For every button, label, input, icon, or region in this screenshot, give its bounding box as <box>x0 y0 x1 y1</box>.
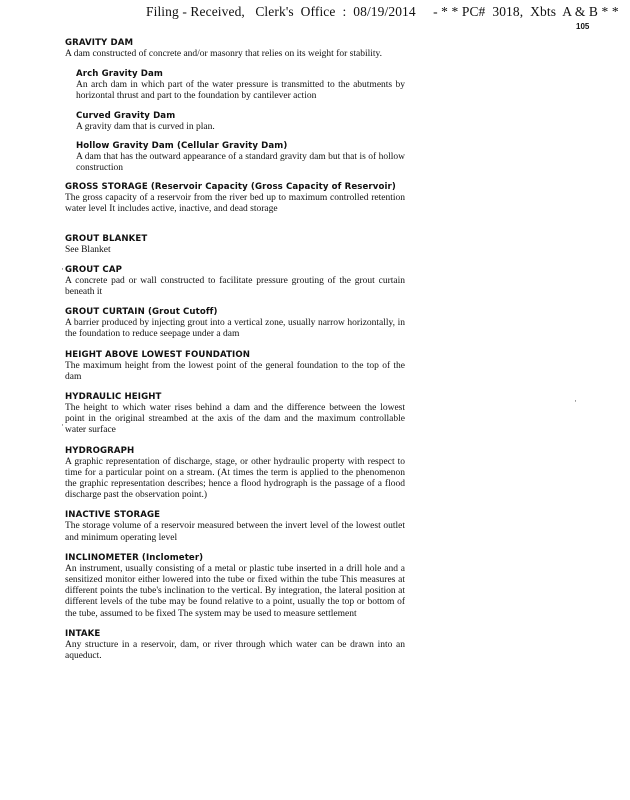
scan-speck: · <box>61 420 64 430</box>
glossary-entry <box>65 307 405 340</box>
filing-stamp-header: Filing - Received, Clerk's Office : 08/19/2014 - * * PC# 3018, Xbts A & B * * <box>146 4 619 19</box>
glossary-subentry <box>76 111 405 133</box>
entry-definition: A concrete pad or wall constructed to facilitate pressure grouting of the grout curtain beneath it <box>65 275 405 298</box>
scan-speck: · <box>574 396 577 406</box>
entry-definition: Any structure in a reservoir, dam, or river through which water can be drawn into an aqueduct. <box>65 639 405 662</box>
glossary-subentry <box>76 141 405 174</box>
glossary-entry <box>65 265 405 298</box>
entry-definition: The height to which water rises behind a dam and the difference between the lowest point in the original streambed at the axis of the dam and the maximum controllable water surface <box>65 403 405 436</box>
glossary-entry <box>65 446 405 502</box>
glossary-entry <box>65 553 405 620</box>
entry-term: GROUT CURTAIN (Grout Cutoff) <box>65 307 218 318</box>
glossary-content <box>65 38 405 671</box>
glossary-entry <box>65 38 405 60</box>
page-number: 105 <box>576 22 590 31</box>
entry-term: GRAVITY DAM <box>65 38 134 48</box>
entry-definition: The maximum height from the lowest point of the general foundation to the top of the dam <box>65 360 405 382</box>
glossary-entry <box>65 392 405 437</box>
entry-term: INTAKE <box>65 628 101 639</box>
entry-definition: See Blanket <box>65 244 111 255</box>
entry-definition: The gross capacity of a reservoir from the river bed up to maximum controlled retention water level It includes active, inactive, and dead storage <box>65 193 405 215</box>
entry-term: INCLINOMETER (Inclometer) <box>65 552 204 563</box>
entry-definition: A graphic representation of discharge, stage, or other hydraulic property with respect to time for a particular point on a stream. (At times the term is applied to the phenomenon the graphic representation describes; hence a flood hydrograph is the passage of a flood discharge past the observation point.) <box>65 456 405 501</box>
glossary-entry <box>65 350 405 383</box>
entry-definition: A barrier produced by injecting grout into a vertical zone, usually narrow horizontally, in the foundation to reduce seepage under a dam <box>65 318 405 340</box>
entry-term: HEIGHT ABOVE LOWEST FOUNDATION <box>65 349 251 360</box>
entry-term: INACTIVE STORAGE <box>65 510 161 521</box>
entry-definition: A gravity dam that is curved in plan. <box>76 121 215 132</box>
entry-term: Curved Gravity Dam <box>76 110 176 121</box>
glossary-entry <box>65 510 405 543</box>
entry-definition: The storage volume of a reservoir measured between the invert level of the lowest outlet and minimum operating level <box>65 521 405 543</box>
entry-definition: An instrument, usually consisting of a metal or plastic tube inserted in a drill hole and a sensitized monitor either lowered into the tube or fixed within the tube This measures at different points the tube's inclination to the vertical. By integration, the lateral position at different levels of the tube may be found relative to a point, usually the top or bottom of the tube, assumed to be fixed The system may be used to measure settlement <box>65 563 405 619</box>
glossary-subentry <box>76 69 405 102</box>
entry-term: GROSS STORAGE (Reservoir Capacity (Gross Capacity of Reservoir) <box>65 182 396 193</box>
entry-term: GROUT CAP <box>65 264 122 275</box>
entry-term: GROUT BLANKET <box>65 233 148 244</box>
entry-definition: A dam constructed of concrete and/or masonry that relies on its weight for stability. <box>65 49 383 59</box>
glossary-entry <box>65 182 405 215</box>
entry-term: Hollow Gravity Dam (Cellular Gravity Dam) <box>76 140 288 151</box>
glossary-entry <box>65 629 405 662</box>
entry-term: HYDROGRAPH <box>65 445 135 456</box>
entry-definition: An arch dam in which part of the water pressure is transmitted to the abutments by horizontal thrust and part to the foundation by cantilever action <box>76 80 405 102</box>
entry-term: Arch Gravity Dam <box>76 69 163 80</box>
entry-term: HYDRAULIC HEIGHT <box>65 392 162 403</box>
scan-speck: · <box>61 264 64 274</box>
glossary-entry <box>65 234 405 256</box>
entry-definition: A dam that has the outward appearance of a standard gravity dam but that is of hollow construction <box>76 151 405 174</box>
